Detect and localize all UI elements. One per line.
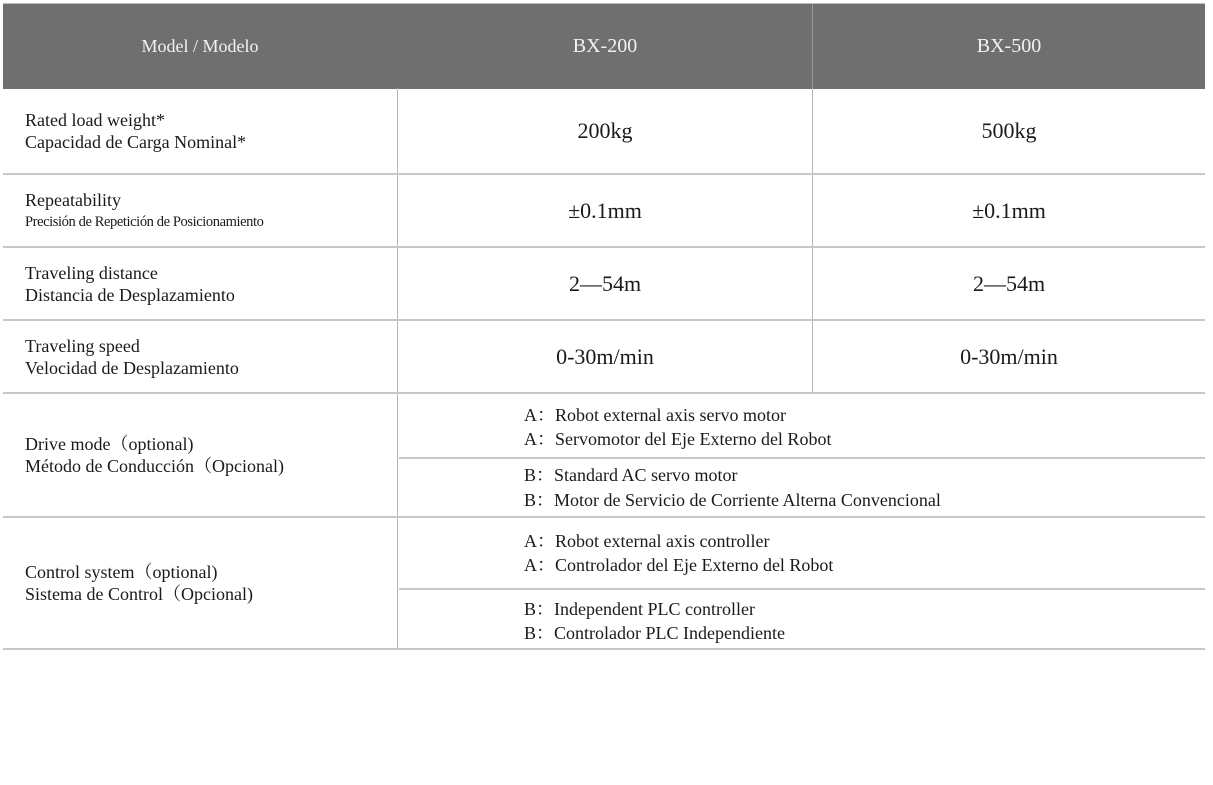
table-header <box>3 3 1205 89</box>
header-bx500: BX-500 <box>976 35 1042 57</box>
control-option-a <box>399 518 1205 590</box>
table-bottom-rule <box>3 648 1205 650</box>
label-es: Capacidad de Carga Nominal* <box>25 131 247 152</box>
option-es: A：Servomotor del Eje Externo del Robot <box>524 429 832 449</box>
table-row-traveling-speed <box>3 321 1205 394</box>
table-row-traveling-distance <box>3 248 1205 321</box>
table-row-control-system <box>3 518 1205 648</box>
option-es: B：Controlador PLC Independiente <box>524 623 785 643</box>
value-bx500: 500kg <box>981 117 1037 143</box>
label-en: Traveling speed <box>25 335 140 356</box>
row-label <box>25 88 246 173</box>
row-label <box>25 518 253 648</box>
value-bx200: ±0.1mm <box>568 197 642 223</box>
table-row-rated-load <box>3 88 1205 175</box>
label-es: Precisión de Repetición de Posicionamiento <box>25 213 264 230</box>
value-bx200: 2—54m <box>568 270 642 296</box>
table-row-repeatability <box>3 175 1205 248</box>
value-bx500: ±0.1mm <box>972 197 1046 223</box>
label-es: Distancia de Desplazamiento <box>25 284 235 305</box>
label-en: Repeatability <box>25 189 121 210</box>
option-en: B：Standard AC servo motor <box>524 465 738 485</box>
option-en: A：Robot external axis servo motor <box>524 405 786 425</box>
label-en: Traveling distance <box>25 262 158 283</box>
table-row-drive-mode <box>3 394 1205 518</box>
label-en: Control system（optional) <box>25 562 218 582</box>
label-en: Rated load weight* <box>25 109 165 130</box>
value-bx500: 2—54m <box>972 270 1046 296</box>
label-en: Drive mode（optional) <box>25 434 194 454</box>
header-model: Model / Modelo <box>141 36 259 56</box>
header-divider <box>812 4 813 89</box>
option-en: B：Independent PLC controller <box>524 599 755 619</box>
option-es: A：Controlador del Eje Externo del Robot <box>524 555 834 575</box>
option-en: A：Robot external axis controller <box>524 531 770 551</box>
header-bx200: BX-200 <box>572 35 638 57</box>
label-es: Velocidad de Desplazamiento <box>25 357 239 378</box>
col-divider <box>397 394 398 516</box>
option-es: B：Motor de Servicio de Corriente Alterna Convencional <box>524 490 941 510</box>
value-bx200: 200kg <box>577 117 633 143</box>
col-divider <box>397 518 398 648</box>
row-label <box>25 248 235 319</box>
label-es: Método de Conducción（Opcional) <box>25 456 284 476</box>
row-label <box>25 175 264 246</box>
drive-option-a <box>399 394 1205 459</box>
drive-option-b <box>399 459 1205 516</box>
value-bx200: 0-30m/min <box>556 343 654 369</box>
value-bx500: 0-30m/min <box>960 343 1058 369</box>
control-option-b <box>399 590 1205 648</box>
row-label <box>25 321 239 392</box>
row-label <box>25 394 284 516</box>
label-es: Sistema de Control（Opcional) <box>25 584 253 604</box>
